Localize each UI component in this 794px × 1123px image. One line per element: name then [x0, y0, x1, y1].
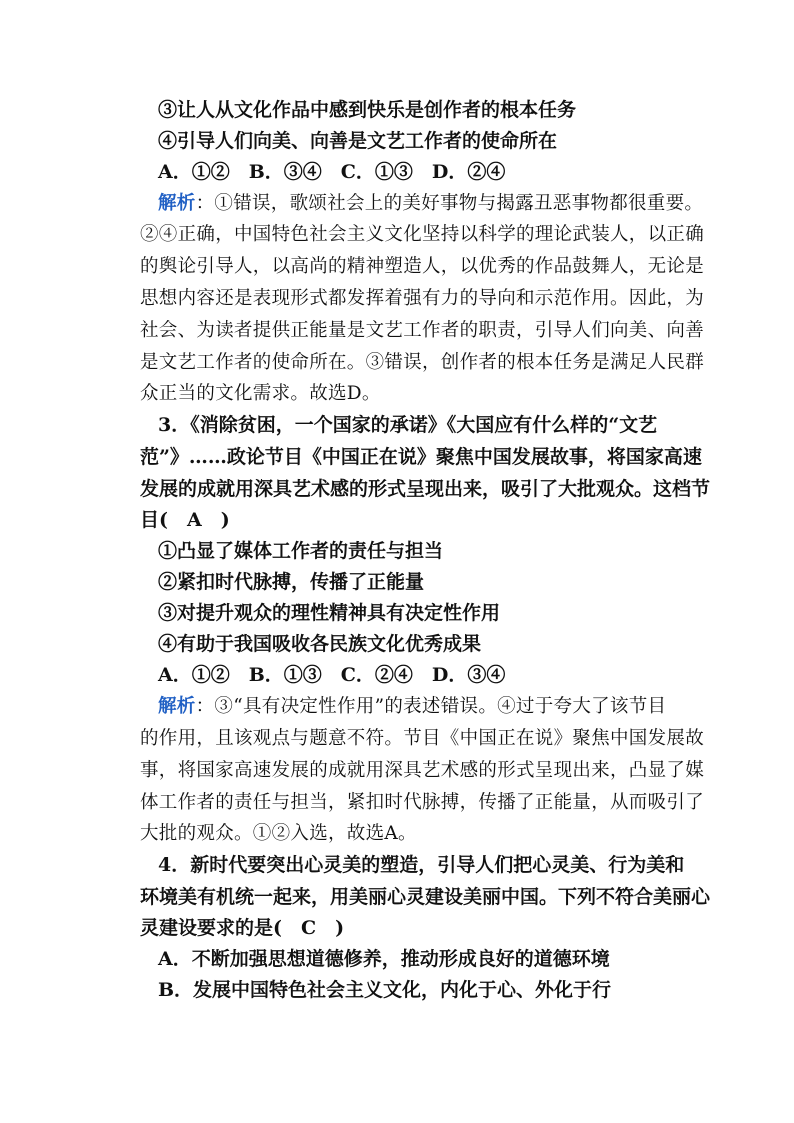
- q2-explanation-line: ②④正确，中国特色社会主义文化坚持以科学的理论武装人，以正确: [140, 224, 705, 245]
- q2-choices: A．①② B．③④ C．①③ D．②④: [158, 161, 506, 183]
- q3-choices: A．①② B．①③ C．②④ D．③④: [158, 664, 506, 686]
- q3-explanation-line: 体工作者的责任与担当，紧扣时代脉搏，传播了正能量，从而吸引了: [140, 792, 705, 813]
- q2-explanation-line: 社会、为读者提供正能量是文艺工作者的职责，引导人们向美、向善: [140, 320, 705, 341]
- q2-explanation-line: 众正当的文化需求。故选D。: [140, 383, 381, 404]
- q3-explanation-line: 的作用，且该观点与题意不符。节目《中国正在说》聚焦中国发展故: [140, 728, 705, 749]
- q2-explanation-line: 是文艺工作者的使命所在。③错误，创作者的根本任务是满足人民群: [140, 352, 705, 373]
- q2-option-4: ④引导人们向美、向善是文艺工作者的使命所在: [158, 130, 558, 152]
- q2-explanation-line: 解析：①错误，歌颂社会上的美好事物与揭露丑恶事物都很重要。: [158, 193, 704, 214]
- q3-explanation-line: 解析：③“具有决定性作用”的表述错误。④过于夸大了该节目: [158, 696, 667, 717]
- q3-stem-line: 3．《消除贫困，一个国家的承诺》《大国应有什么样的“文艺: [158, 414, 658, 436]
- q3-explanation-label: 解析: [158, 696, 196, 717]
- q2-explanation-line: 思想内容还是表现形式都发挥着强有力的导向和示范作用。因此，为: [140, 288, 705, 309]
- q4-stem-line: 4．新时代要突出心灵美的塑造，引导人们把心灵美、行为美和: [158, 854, 685, 876]
- q2-explanation-label: 解析: [158, 193, 196, 214]
- q3-explanation-line: 事，将国家高速发展的成就用深具艺术感的形式呈现出来，凸显了媒: [140, 760, 705, 781]
- q3-stem-line: 发展的成就用深具艺术感的形式呈现出来，吸引了大批观众。这档节: [140, 478, 711, 500]
- q3-stem-line: 目( A ): [140, 509, 230, 531]
- q3-explanation-line: 大批的观众。①②入选，故选A。: [140, 823, 417, 844]
- q3-option-2: ②紧扣时代脉搏，传播了正能量: [158, 571, 425, 593]
- q4-stem-line: 灵建设要求的是( C ): [140, 917, 345, 939]
- q4-option-b: B．发展中国特色社会主义文化，内化于心、外化于行: [158, 979, 612, 1001]
- q2-explanation-line: 的舆论引导人，以高尚的精神塑造人，以优秀的作品鼓舞人，无论是: [140, 256, 705, 277]
- q3-option-4: ④有助于我国吸收各民族文化优秀成果: [158, 633, 482, 655]
- q3-option-1: ①凸显了媒体工作者的责任与担当: [158, 540, 444, 562]
- q4-option-a: A．不断加强思想道德修养，推动形成良好的道德环境: [158, 948, 610, 970]
- q3-stem-line: 范”》……政论节目《中国正在说》聚焦中国发展故事，将国家高速: [140, 446, 702, 468]
- q3-option-3: ③对提升观众的理性精神具有决定性作用: [158, 602, 501, 624]
- q2-option-3: ③让人从文化作品中感到快乐是创作者的根本任务: [158, 99, 577, 121]
- q4-stem-line: 环境美有机统一起来，用美丽心灵建设美丽中国。下列不符合美丽心: [140, 886, 711, 908]
